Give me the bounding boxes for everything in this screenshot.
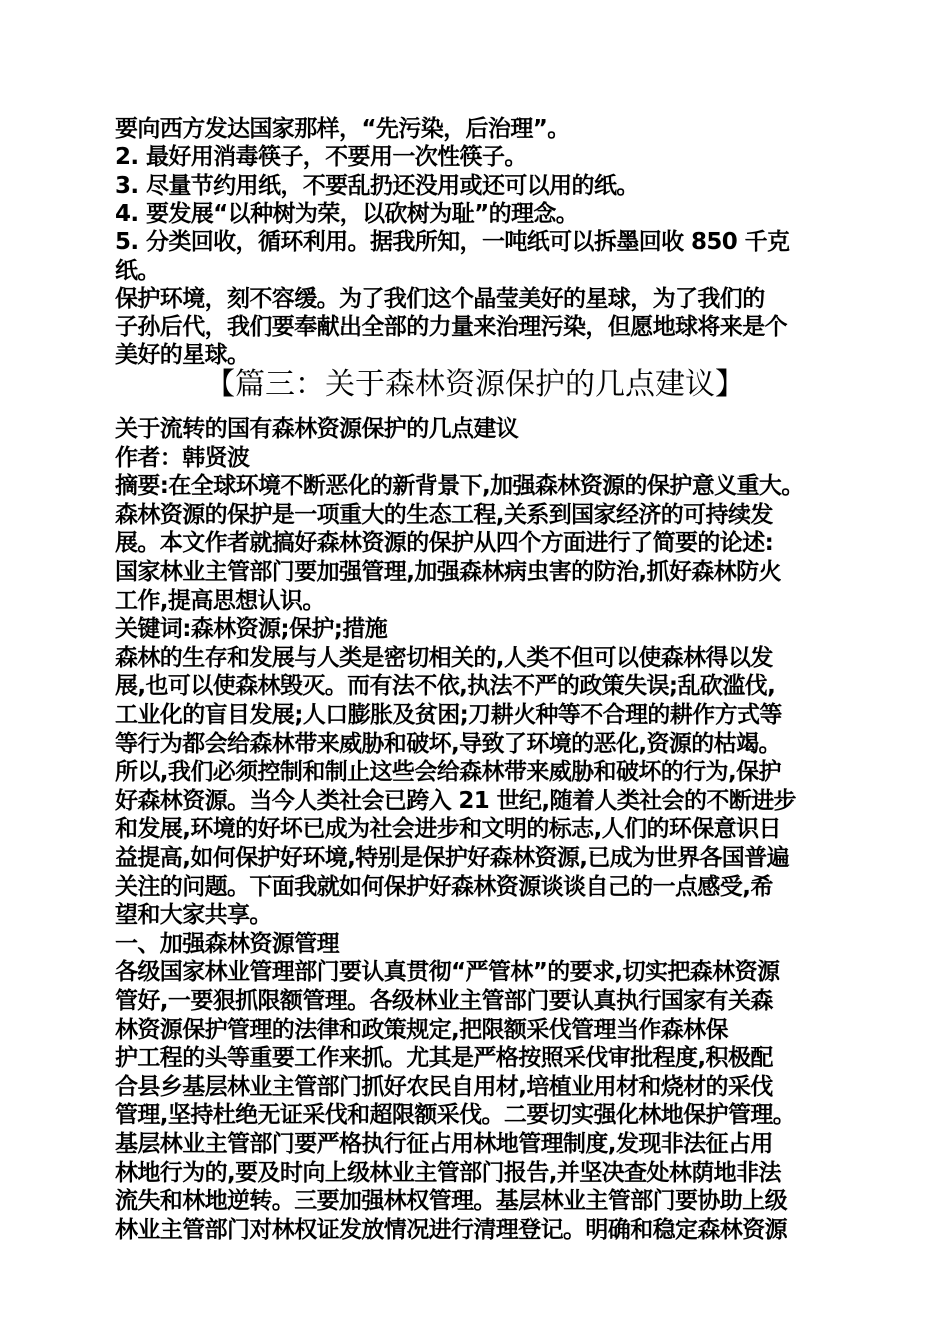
body-line: 护工程的头等重要工作来抓。尤其是严格按照采伐审批程度,积极配 — [115, 1045, 773, 1072]
body-line: 森林的生存和发展与人类是密切相关的,人类不但可以使森林得以发 — [115, 644, 773, 671]
body-line: 关键词:森林资源;保护;措施 — [115, 616, 388, 643]
intro-line: 要向西方发达国家那样，“先污染，后治理”。 — [115, 116, 570, 142]
body-line: 等行为都会给森林带来威胁和破坏,导致了环境的恶化,资源的枯竭。 — [115, 730, 781, 757]
body-line: 所以,我们必须控制和制止这些会给森林带来威胁和破坏的行为,保护 — [115, 759, 781, 786]
intro-line: 3. 尽量节约用纸，不要乱扔还没用或还可以用的纸。 — [115, 172, 639, 199]
body-line: 森林资源的保护是一项重大的生态工程,关系到国家经济的可持续发 — [115, 501, 773, 528]
body-line: 益提高,如何保护好环境,特别是保护好森林资源,已成为世界各国普遍 — [115, 845, 790, 871]
intro-line: 子孙后代，我们要奉献出全部的力量来治理污染，但愿地球将来是个 — [115, 314, 788, 341]
body-line: 工业化的盲目发展;人口膨胀及贫困;刀耕火种等不合理的耕作方式等 — [115, 702, 782, 728]
body-line: 展。本文作者就搞好森林资源的保护从四个方面进行了简要的论述: — [115, 530, 774, 557]
body-line: 望和大家共享。 — [115, 902, 272, 929]
body-line: 各级国家林业管理部门要认真贯彻“严管林”的要求,切实把森林资源 — [115, 959, 780, 986]
body-line: 作者：韩贤波 — [115, 444, 250, 471]
body-line: 好森林资源。当今人类社会已跨入 21 世纪,随着人类社会的不断进步 — [115, 787, 796, 814]
body-line: 林地行为的,要及时向上级林业主管部门报告,并坚决查处林荫地非法 — [115, 1159, 781, 1186]
body-line: 管好,一要狠抓限额管理。各级林业主管部门要认真执行国家有关森 — [115, 988, 773, 1014]
body-line: 和发展,环境的好坏已成为社会进步和文明的标志,人们的环保意识日 — [115, 816, 781, 843]
section-heading: 【篇三：关于森林资源保护的几点建议】 — [205, 367, 745, 402]
intro-line: 保护环境，刻不容缓。为了我们这个晶莹美好的星球，为了我们的 — [115, 285, 765, 312]
body-line: 合县乡基层林业主管部门抓好农民自用材,培植业用材和烧材的采伐 — [115, 1073, 773, 1100]
intro-line: 5. 分类回收，循环利用。据我所知，一吨纸可以拆墨回收 850 千克 — [115, 229, 790, 256]
intro-line: 纸。 — [115, 257, 160, 284]
body-line: 管理,坚持杜绝无证采伐和超限额采伐。二要切实强化林地保护管理。 — [115, 1102, 796, 1129]
body-line: 流失和林地逆转。三要加强林权管理。基层林业主管部门要协助上级 — [115, 1188, 788, 1215]
intro-line: 美好的星球。 — [115, 342, 250, 369]
body-line: 展,也可以使森林毁灭。而有法不依,执法不严的政策失误;乱砍滥伐, — [115, 673, 776, 700]
body-line: 关注的问题。下面我就如何保护好森林资源谈谈自己的一点感受,希 — [115, 873, 773, 900]
body-line: 基层林业主管部门要严格执行征占用林地管理制度,发现非法征占用 — [115, 1131, 773, 1157]
body-line: 国家林业主管部门要加强管理,加强森林病虫害的防治,抓好森林防火 — [115, 559, 781, 585]
body-line: 关于流转的国有森林资源保护的几点建议 — [115, 416, 519, 442]
body-line: 林业主管部门对林权证发放情况进行清理登记。明确和稳定森林资源 — [115, 1216, 788, 1243]
intro-line: 2. 最好用消毒筷子，不要用一次性筷子。 — [115, 144, 527, 171]
body-line: 摘要:在全球环境不断恶化的新背景下,加强森林资源的保护意义重大。 — [115, 473, 804, 500]
intro-line: 4. 要发展“以种树为荣，以砍树为耻”的理念。 — [115, 200, 579, 227]
body-line: 一、加强森林资源管理 — [115, 930, 340, 957]
body-line: 林资源保护管理的法律和政策规定,把限额采伐管理当作森林保 — [115, 1016, 728, 1043]
body-line: 工作,提高思想认识。 — [115, 587, 325, 614]
